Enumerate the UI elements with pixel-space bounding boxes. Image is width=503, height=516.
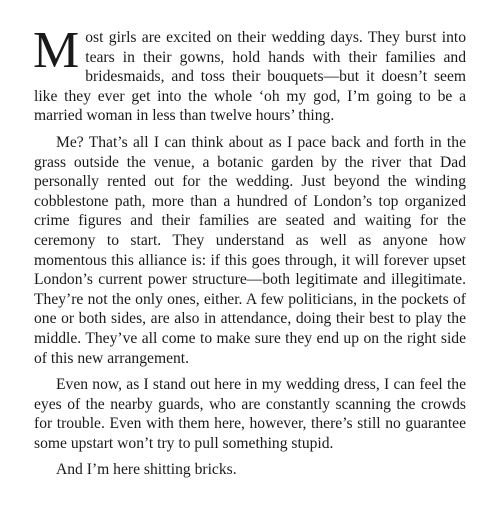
- drop-cap: M: [33, 22, 80, 79]
- paragraph-1: [33, 22, 466, 126]
- paragraph-2: Me? That’s all I can think about as I pace back and forth in the grass outside the venue, a botanic garden by the river that Dad personally rented out for the wedding. Just beyond the winding cobblestone path, more than a hundred of London’s top organized crime figures and their families are seated and waiting for the ceremony to start. They understand as well as anyone how momentous this alliance is: if this goes through, it will forever upset London’s current power structure—both legitimate and illegitimate. They’re not the only ones, either. A few politicians, in the pockets of one or both sides, are also in attendance, doing their best to play the middle. They’ve all come to make sure they end up on the right side of this new arrangement.: [34, 133, 466, 367]
- paragraph-3: Even now, as I stand out here in my wedding dress, I can feel the eyes of the nearby guards, who are constantly scanning the crowds for trouble. Even with them here, however, there’s still no guarantee some upstart won’t try to pull something stupid.: [34, 376, 466, 452]
- book-page: [33, 22, 466, 487]
- paragraph-4: And I’m here shitting bricks.: [56, 461, 237, 479]
- paragraph-1-text: ost girls are excited on their wedding days. They burst into tears in their gowns, hold hands with their families and bridesmaids, and toss their bouquets—but it doesn’t seem like they ever get into the whole ‘oh my god, I’m going to be a married woman in less than twelve hours’ thing.: [34, 29, 466, 125]
